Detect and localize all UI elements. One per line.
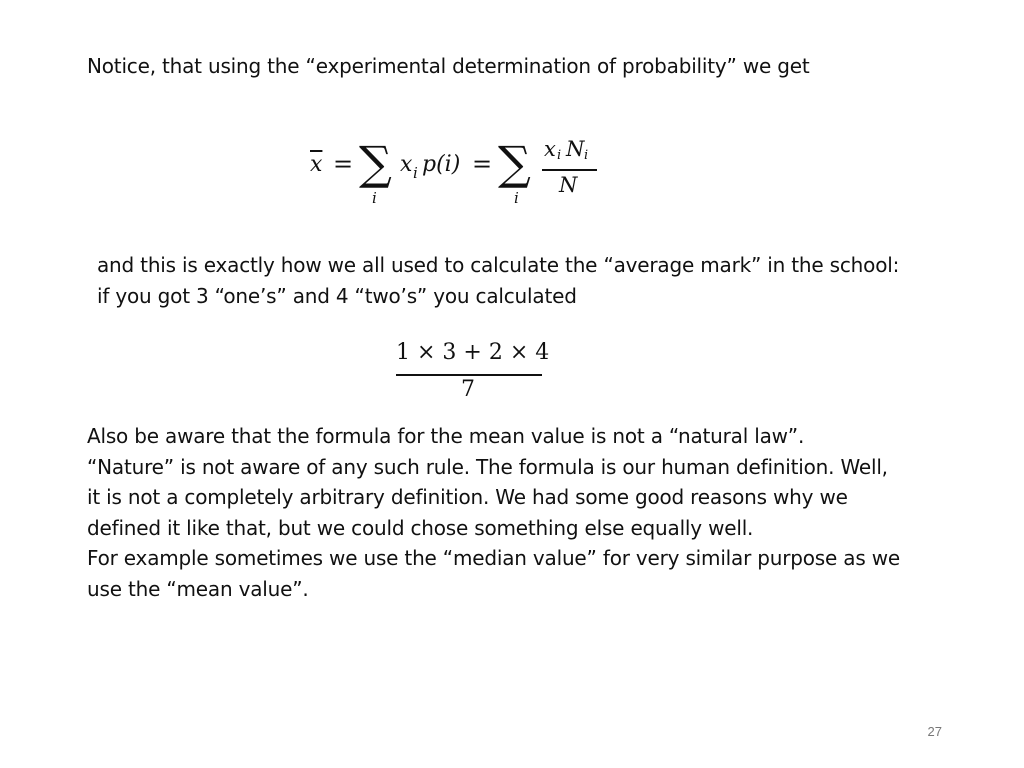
frac-num-x: x <box>544 137 556 161</box>
natural-law-paragraph <box>87 421 900 604</box>
summation-icon-1: ∑ <box>359 136 392 190</box>
frac-num-x-subscript: i <box>557 148 562 163</box>
formula-lhs-x: $\overline{x}$ <box>310 152 323 177</box>
sum-index-1: i <box>372 189 377 207</box>
formula-equals-2: = <box>472 150 493 178</box>
paragraph3-line: it is not a completely arbitrary definition. We had some good reasons why we <box>87 485 848 509</box>
paragraph3-line: defined it like that, but we could chose something else equally well. <box>87 515 754 540</box>
term-probability: p(i) <box>422 152 461 177</box>
summation-icon-2: ∑ <box>498 136 531 190</box>
term-x-subscript: i <box>413 164 418 182</box>
average-mark-paragraph <box>97 250 899 311</box>
formula-equals-1: = <box>333 150 354 178</box>
fraction-bar-2 <box>396 374 542 376</box>
term-x: x <box>400 152 413 177</box>
fraction-numerator: 1 × 3 + 2 × 4 <box>396 340 550 365</box>
paragraph3-line: “Nature” is not aware of any such rule. The formula is our human definition. Well, <box>87 454 888 479</box>
fraction-denominator: 7 <box>461 377 475 402</box>
paragraph3-line: use the “mean value”. <box>87 576 309 601</box>
page-number: 27 <box>927 724 942 739</box>
frac-denominator: N <box>559 173 578 197</box>
mean-formula <box>300 135 620 215</box>
intro-text: Notice, that using the “experimental determination of probability” we get <box>87 54 810 78</box>
paragraph2-line: and this is exactly how we all used to calculate the “average mark” in the school: <box>97 253 900 277</box>
fraction-bar-1 <box>542 169 597 171</box>
paragraph3-line: For example sometimes we use the “median value” for very similar purpose as we <box>87 546 900 570</box>
average-mark-formula <box>392 338 550 408</box>
frac-num-N-subscript: i <box>584 148 589 163</box>
paragraph3-line: Also be aware that the formula for the mean value is not a “natural law”. <box>87 424 805 448</box>
frac-num-N: N <box>566 137 585 161</box>
paragraph2-line: if you got 3 “one’s” and 4 “two’s” you calculated <box>97 283 577 308</box>
sum-index-2: i <box>514 189 519 207</box>
